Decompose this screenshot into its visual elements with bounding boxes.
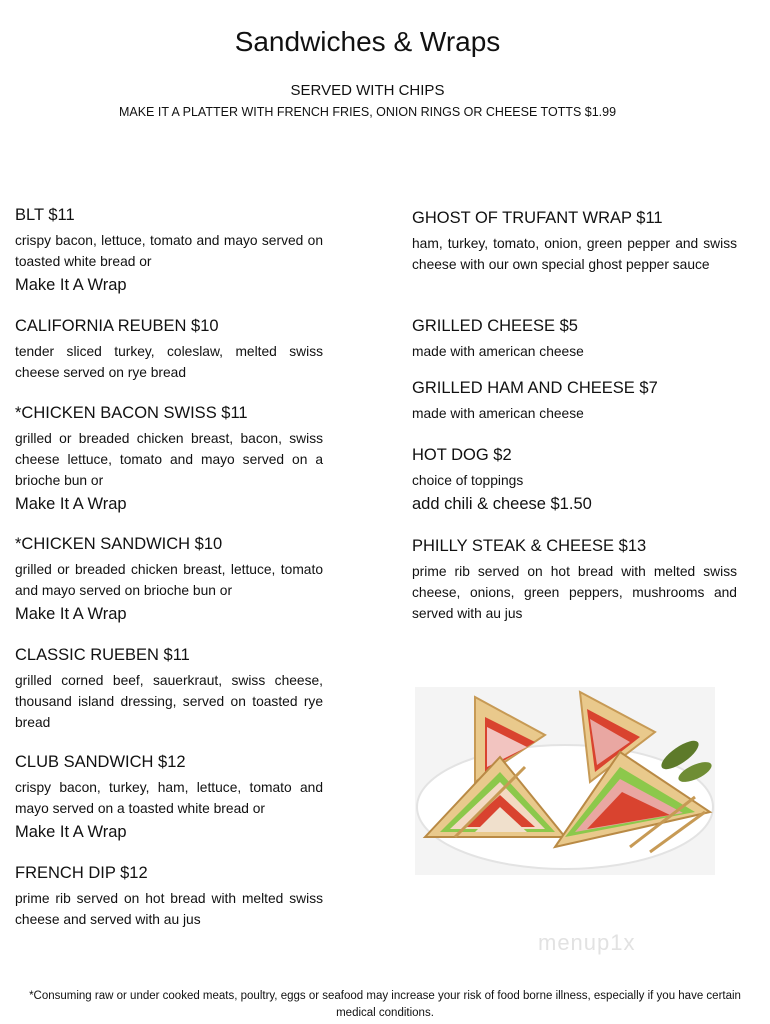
menu-item-grilled-cheese [412, 316, 737, 362]
item-extra: Make It A Wrap [15, 276, 127, 294]
menu-item-hot-dog [412, 445, 737, 515]
served-with-note: SERVED WITH CHIPS [290, 82, 445, 99]
club-sandwich-photo [415, 687, 715, 875]
menu-item-grilled-ham-and-cheese [412, 378, 737, 424]
menu-item-ghost-of-trufant-wrap [412, 208, 737, 275]
item-name: FRENCH DIP $12 [15, 864, 148, 882]
item-extra: Make It A Wrap [15, 495, 127, 513]
platter-note: MAKE IT A PLATTER WITH FRENCH FRIES, ONION RINGS OR CHEESE TOTTS $1.99 [118, 105, 617, 119]
item-extra: Make It A Wrap [15, 823, 127, 841]
menu-item-chicken-sandwich [15, 534, 323, 625]
item-name: CLUB SANDWICH $12 [15, 753, 186, 771]
item-name: HOT DOG $2 [412, 446, 512, 464]
item-description: grilled or breaded chicken breast, lettuce, tomato and mayo served on brioche bun or [15, 562, 323, 598]
item-description: ham, turkey, tomato, onion, green pepper and swiss cheese with our own special ghost pepper sauce [412, 236, 737, 272]
item-description: grilled corned beef, sauerkraut, swiss cheese, thousand island dressing, served on toasted rye bread [15, 673, 323, 730]
item-name: *CHICKEN BACON SWISS $11 [15, 404, 248, 422]
item-description: grilled or breaded chicken breast, bacon, swiss cheese lettuce, tomato and mayo served on a brioche bun or [15, 431, 323, 488]
item-extra: add chili & cheese $1.50 [412, 495, 592, 513]
item-description: choice of toppings [412, 473, 524, 488]
health-disclaimer: *Consuming raw or under cooked meats, poultry, eggs or seafood may increase your risk of food borne illness, especially if you have certain medical conditions. [29, 990, 741, 1019]
item-name: *CHICKEN SANDWICH $10 [15, 535, 223, 553]
menu-item-chicken-bacon-swiss [15, 403, 323, 515]
item-description: prime rib served on hot bread with melted swiss cheese and served with au jus [15, 891, 323, 927]
menu-title: Sandwiches & Wraps [234, 26, 501, 57]
menu-item-blt [15, 205, 323, 296]
item-extra: Make It A Wrap [15, 605, 127, 623]
menu-item-california-reuben [15, 316, 323, 383]
item-description: prime rib served on hot bread with melted swiss cheese, onions, green peppers, mushrooms and served with au jus [412, 564, 737, 621]
menu-item-club-sandwich [15, 752, 323, 843]
menu-item-french-dip [15, 863, 323, 930]
menu-item-classic-rueben [15, 645, 323, 733]
item-name: PHILLY STEAK & CHEESE $13 [412, 537, 647, 555]
item-description: crispy bacon, lettuce, tomato and mayo served on toasted white bread or [15, 233, 323, 269]
item-description: tender sliced turkey, coleslaw, melted swiss cheese served on rye bread [15, 344, 323, 380]
item-name: CLASSIC RUEBEN $11 [15, 646, 190, 664]
item-description: made with american cheese [412, 406, 584, 421]
menu-item-philly-steak-and-cheese [412, 536, 737, 624]
item-description: made with american cheese [412, 344, 584, 359]
item-name: CALIFORNIA REUBEN $10 [15, 317, 219, 335]
item-name: GHOST OF TRUFANT WRAP $11 [412, 209, 663, 227]
item-name: BLT $11 [15, 206, 75, 224]
item-name: GRILLED HAM AND CHEESE $7 [412, 379, 658, 397]
item-description: crispy bacon, turkey, ham, lettuce, tomato and mayo served on a toasted white bread or [15, 780, 323, 816]
watermark: menup1x [538, 930, 636, 955]
item-name: GRILLED CHEESE $5 [412, 317, 578, 335]
